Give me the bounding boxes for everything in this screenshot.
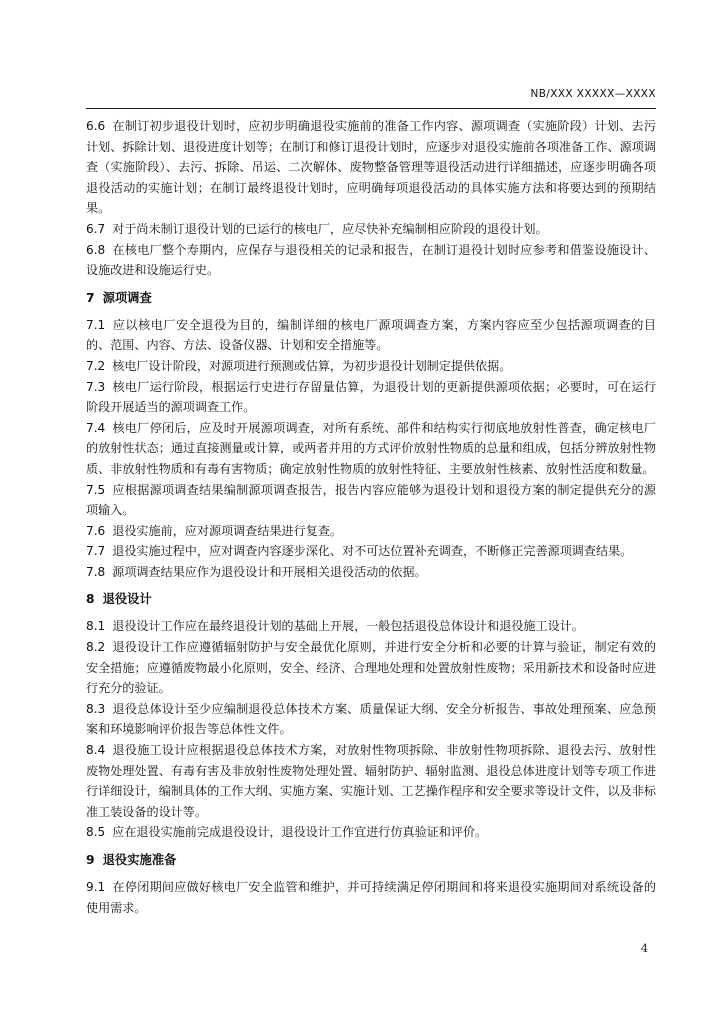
clause-paragraph [86, 541, 656, 562]
clause-paragraph [86, 418, 656, 480]
clause-text: 应在退役实施前完成退役设计，退役设计工作宜进行仿真验证和评价。 [112, 825, 488, 840]
clause-number: 6.8 [86, 242, 106, 257]
page-number: 4 [641, 942, 648, 955]
clause-number: 7.5 [86, 482, 106, 497]
clause-number: 7.3 [86, 379, 106, 394]
clause-number: 7.1 [86, 317, 106, 332]
clause-number: 7.2 [86, 358, 106, 373]
clause-text: 核电厂运行阶段，根据运行史进行存留量估算，为退役计划的更新提供源项依据；必要时，可在运行阶段开展适当的源项调查工作。 [86, 379, 656, 415]
clause-number: 6.6 [86, 119, 106, 133]
clause-number: 9.1 [86, 880, 106, 894]
clause-number: 8.1 [86, 619, 106, 634]
clause-text: 退役施工设计应根据退役总体技术方案，对放射性物项拆除、非放射性物项拆除、退役去污、放射性废物处理处置、有毒有害及非放射性废物处理处置、辐射防护、辐射监测、退役总体进度计划等专项工作进行详细设计，编制具体的工作大纲、实施方案、实施计划、工艺操作程序和安全要求等设计文件，以及非标准工装设备的设计等。 [86, 743, 656, 819]
clause-text: 核电厂停闭后，应及时开展源项调查，对所有系统、部件和结构实行彻底地放射性普查，确定核电厂的放射性状态；通过直接测量或计算，或两者并用的方式评价放射性物质的总量和组成，包括分辨放射性物质、非放射性物质和有毒有害物质；确定放射性物质的放射性特征、主要放射性核素、放射性活度和数量。 [86, 420, 656, 476]
clause-text: 对于尚未制订退役计划的已运行的核电厂，应尽快补充编制相应阶段的退役计划。 [112, 221, 548, 236]
clause-paragraph [86, 699, 656, 740]
clause-text: 核电厂设计阶段，对源项进行预测或估算，为初步退役计划制定提供依据。 [112, 358, 512, 373]
clause-paragraph [86, 562, 656, 583]
clause-paragraph [86, 521, 656, 542]
clause-number: 7.8 [86, 564, 106, 579]
section-number: 8 [86, 592, 95, 607]
clause-paragraph [86, 240, 656, 281]
section-number: 7 [86, 290, 95, 305]
clause-text: 退役实施过程中，应对调查内容逐步深化、对不可达位置补充调查，不断修正完善源项调查结果。 [112, 544, 633, 559]
section-title: 退役设计 [102, 592, 152, 607]
clause-paragraph [86, 315, 656, 356]
document-code: NB/XXX XXXXX—XXXX [530, 88, 656, 100]
clause-text: 源项调查结果应作为退役设计和开展相关退役活动的依据。 [112, 564, 427, 579]
clause-paragraph [86, 616, 656, 637]
clause-number: 8.3 [86, 701, 106, 716]
clause-text: 退役实施前，应对源项调查结果进行复查。 [112, 523, 343, 538]
header-rule [86, 108, 656, 109]
section-title: 源项调查 [102, 290, 152, 305]
clause-text: 应根据源项调查结果编制源项调查报告，报告内容应能够为退役计划和退役方案的制定提供充分的源项输入。 [86, 482, 656, 518]
section-heading [86, 288, 656, 308]
clause-number: 7.4 [86, 420, 106, 435]
clause-number: 7.7 [86, 544, 106, 559]
section-number: 9 [86, 853, 95, 867]
clause-paragraph [86, 877, 656, 918]
clause-number: 8.2 [86, 640, 106, 655]
section-title: 退役实施准备 [102, 853, 177, 867]
clause-number: 7.6 [86, 523, 106, 538]
clause-number: 8.5 [86, 825, 106, 840]
section-heading [86, 850, 656, 870]
clause-paragraph [86, 219, 656, 240]
clause-text: 退役总体设计至少应编制退役总体技术方案、质量保证大纲、安全分析报告、事故处理预案、应急预案和环境影响评价报告等总体性文件。 [86, 701, 656, 737]
clause-text: 退役设计工作应遵循辐射防护与安全最优化原则，并进行安全分析和必要的计算与验证，制定有效的安全措施；应遵循废物最小化原则，安全、经济、合理地处理和处置放射性废物；采用新技术和设备时应进行充分的验证。 [86, 640, 656, 696]
clause-paragraph [86, 377, 656, 418]
clause-paragraph [86, 740, 656, 822]
clause-paragraph [86, 637, 656, 699]
clause-paragraph [86, 480, 656, 521]
clause-paragraph [86, 822, 656, 843]
clause-text: 在停闭期间应做好核电厂安全监管和维护，并可持续满足停闭期间和将来退役实施期间对系统设备的使用需求。 [86, 880, 656, 915]
clause-paragraph [86, 356, 656, 377]
document-body [86, 116, 656, 918]
clause-text: 在制订初步退役计划时，应初步明确退役实施前的准备工作内容、源项调查（实施阶段）计划、去污计划、拆除计划、退役进度计划等；在制订和修订退役计划时，应逐步对退役实施前各项准备工作、源项调查（实施阶段）、去污、拆除、吊运、二次解体、废物整备管理等退役活动进行详细描述，应逐步明确各项退役活动的实施计划；在制订最终退役计划时，应明确每项退役活动的具体实施方法和将要达到的预期结果。 [86, 119, 656, 216]
section-heading [86, 589, 656, 609]
clause-number: 6.7 [86, 221, 106, 236]
clause-paragraph [86, 116, 656, 219]
clause-text: 退役设计工作应在最终退役计划的基础上开展，一般包括退役总体设计和退役施工设计。 [112, 619, 584, 634]
clause-text: 在核电厂整个寿期内，应保存与退役相关的记录和报告，在制订退役计划时应参考和借鉴设施设计、设施改进和设施运行史。 [86, 242, 656, 278]
clause-text: 应以核电厂安全退役为目的，编制详细的核电厂源项调查方案，方案内容应至少包括源项调查的目的、范围、内容、方法、设备仪器、计划和安全措施等。 [86, 317, 656, 353]
clause-number: 8.4 [86, 743, 106, 758]
